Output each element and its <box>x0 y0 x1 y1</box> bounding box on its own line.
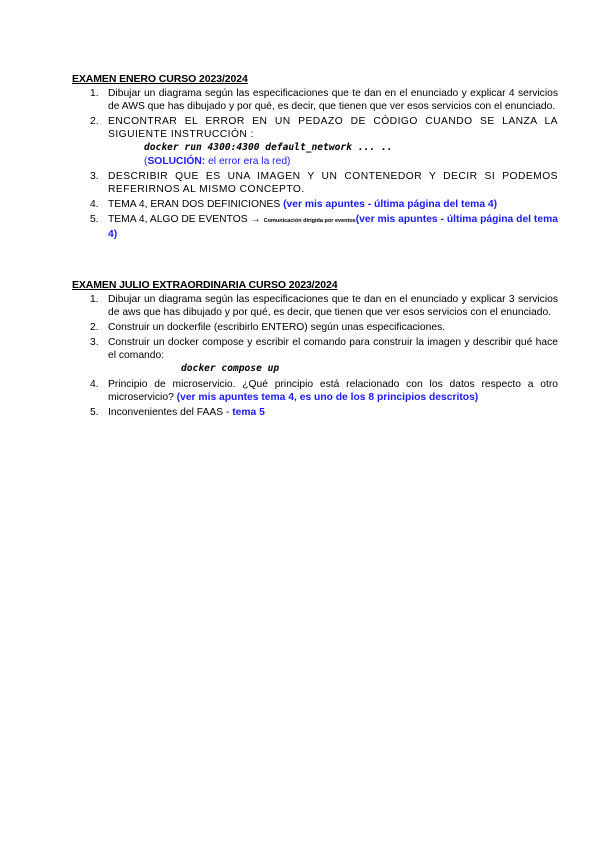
reference-note: (ver mis apuntes tema 4, es uno de los 8 principios descritos) <box>176 392 479 403</box>
exam-enero-list <box>72 87 558 243</box>
reference-note: tema 5 <box>232 407 265 418</box>
list-item <box>72 170 558 196</box>
item-text: DESCRIBIR QUE ES UNA IMAGEN Y UN CONTENEDOR Y DECIR SI PODEMOS REFERIRNOS AL MISMO CONCEPTO. <box>108 171 558 195</box>
item-text: Construir un docker compose y escribir el comando para construir la imagen y describir qué hace el comando: <box>108 337 558 361</box>
item-text: ENCONTRAR EL ERROR EN UN PEDAZO DE CÓDIGO CUANDO SE LANZA LA SIGUIENTE INSTRUCCIÓN : <box>108 116 558 140</box>
list-item <box>72 321 558 334</box>
solution-open: ( <box>144 156 148 167</box>
list-item <box>72 213 558 241</box>
code-snippet: docker run 4300:4300 default_network ... .. <box>144 142 393 153</box>
item-number: 4. <box>90 379 99 390</box>
list-item <box>72 87 558 113</box>
item-number: 1. <box>90 88 99 99</box>
reference-note: (ver mis apuntes - última página del tema 4) <box>108 214 558 240</box>
code-snippet: docker compose up <box>181 363 280 374</box>
solution-text: el error era la red) <box>205 156 291 167</box>
list-item <box>72 198 558 211</box>
item-number: 2. <box>90 116 99 127</box>
item-number: 1. <box>90 294 99 305</box>
small-annotation: Comunicación dirigida por eventos <box>263 218 356 224</box>
item-text: Dibujar un diagrama según las especificaciones que te dan en el enunciado y explicar 4 servicios de AWS que has dibujado y por qué, es decir, que tienen que ver esos servicios con el enunciado. <box>108 88 558 112</box>
item-text: Principio de microservicio. ¿Qué principio está relacionado con los datos respecto a otro microservicio? <box>108 379 558 403</box>
exam-julio-heading: EXAMEN JULIO EXTRAORDINARIA CURSO 2023/2024 <box>72 279 338 291</box>
list-item <box>72 293 558 319</box>
item-text: TEMA 4, ERAN DOS DEFINICIONES <box>108 199 284 210</box>
solution-label: SOLUCIÓN: <box>147 156 206 167</box>
reference-note: (ver mis apuntes - última página del tema 4) <box>283 199 498 210</box>
item-number: 4. <box>90 199 99 210</box>
item-text: Inconvenientes del FAAS - <box>108 407 233 418</box>
item-text: Construir un dockerfile (escribirlo ENTERO) según unas especificaciones. <box>108 322 446 333</box>
list-item <box>72 336 558 376</box>
solution-note <box>108 155 558 168</box>
item-text: Dibujar un diagrama según las especificaciones que te dan en el enunciado y explicar 3 servicios de aws que has dibujado y por qué, es decir, que tienen que ver esos servicios con el enunciado. <box>108 294 558 318</box>
list-item <box>72 406 558 419</box>
exam-enero-heading: EXAMEN ENERO CURSO 2023/2024 <box>72 73 248 85</box>
item-number: 3. <box>90 171 99 182</box>
item-number: 3. <box>90 337 99 348</box>
list-item <box>72 115 558 168</box>
item-number: 5. <box>90 214 99 225</box>
item-number: 5. <box>90 407 99 418</box>
item-text: TEMA 4, ALGO DE EVENTOS → <box>108 214 264 225</box>
list-item <box>72 378 558 404</box>
item-number: 2. <box>90 322 99 333</box>
exam-julio-list <box>72 293 558 421</box>
